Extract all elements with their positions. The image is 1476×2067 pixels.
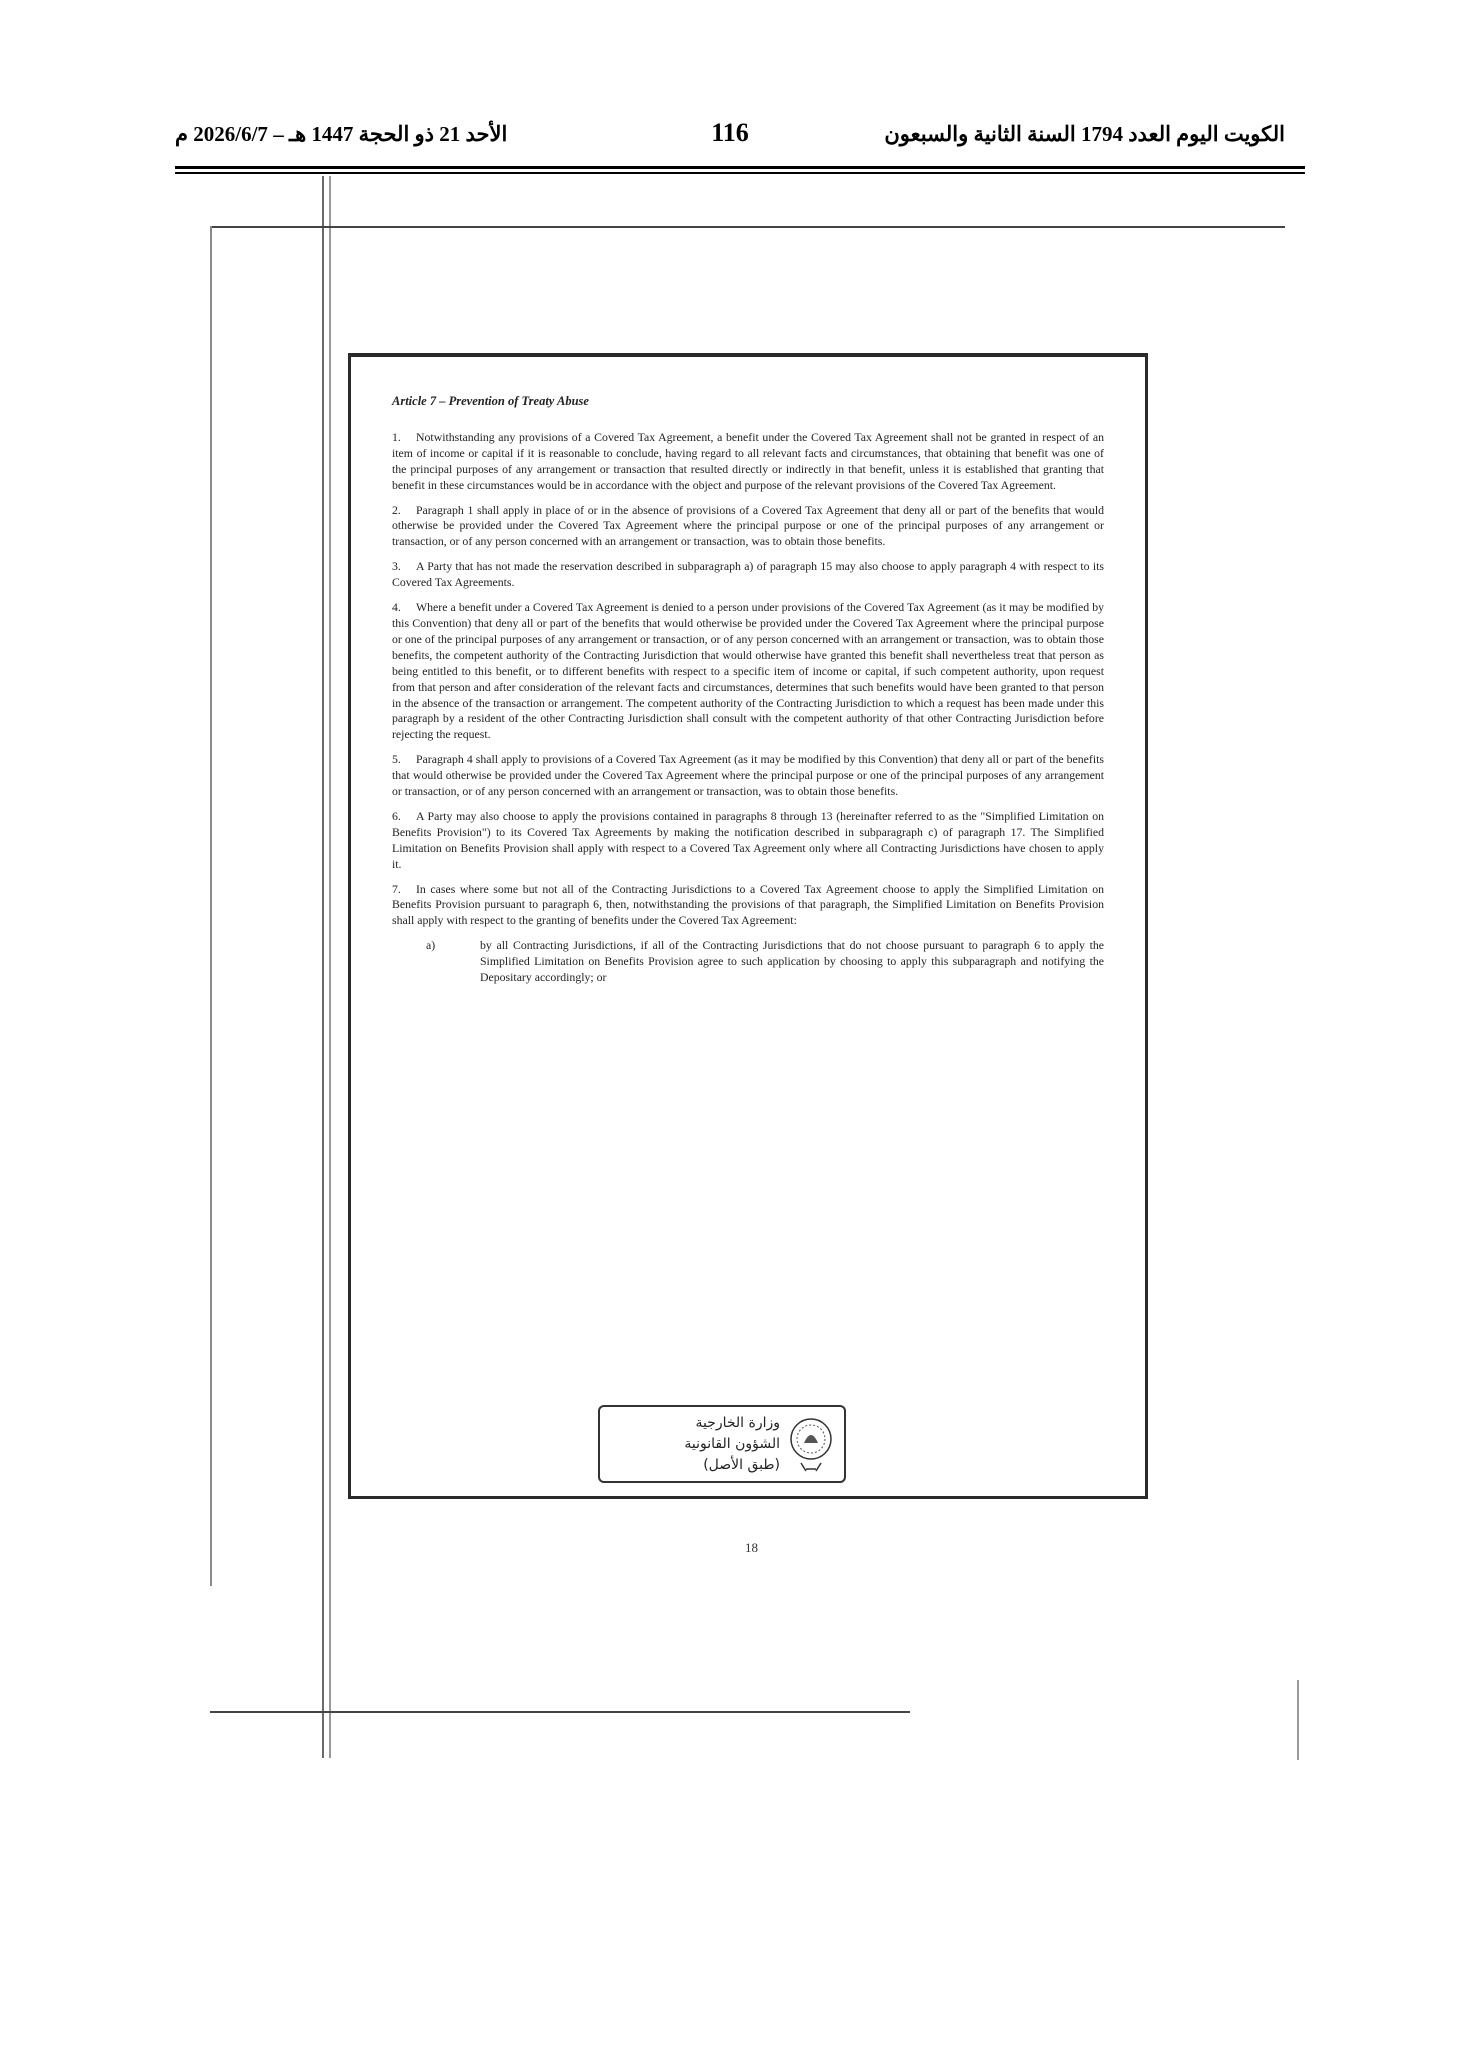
paragraph-number: 4.: [392, 600, 401, 615]
paragraph-number: 2.: [392, 502, 401, 517]
article-content: [392, 394, 1104, 986]
paragraph-3: [392, 559, 1104, 591]
scan-left-outer-line: [210, 226, 212, 1586]
header-rule-thin: [175, 172, 1305, 174]
subparagraph-a: [416, 938, 1104, 986]
paragraph-text: Notwithstanding any provisions of a Covered Tax Agreement, a benefit under the Covered Tax Agreement shall not be granted in respect of an item of income or capital if it is reasonable to conclude, having regard to all relevant facts and circumstances, that obtaining that benefit was one of the principal purposes of any arrangement or transaction that resulted directly or indirectly in that benefit, unless it is established that granting that benefit in these circumstances would be in accordance with the object and purpose of the relevant provisions of the Covered Tax Agreement.: [392, 429, 1104, 492]
subparagraph-label: a): [426, 938, 436, 953]
stamp-line-2: الشؤون القانونية: [684, 1436, 780, 1452]
paragraph-number: 1.: [392, 429, 401, 444]
subparagraph-text: by all Contracting Jurisdictions, if all of the Contracting Jurisdictions that do not choose pursuant to paragraph 6 to apply the Simplified Limitation on Benefits Provision agree to such application by choosing to apply this subparagraph and notifying the Depositary accordingly; or: [480, 938, 1104, 985]
paragraph-text: Paragraph 1 shall apply in place of or in the absence of provisions of a Covered Tax Agreement that deny all or part of the benefits that would otherwise be provided under the Covered Tax Agreement where the principal purpose or one of the principal purposes of any arrangement or transaction, or of any person concerned with an arrangement or transaction, was to obtain those benefits.: [392, 502, 1104, 549]
paragraph-number: 3.: [392, 559, 401, 574]
scan-top-edge-line: [210, 226, 1285, 228]
paragraph-5: [392, 752, 1104, 800]
paragraph-number: 5.: [392, 752, 401, 767]
scan-left-margin-line-2: [329, 176, 331, 1758]
paragraph-6: [392, 809, 1104, 873]
paragraph-1: [392, 430, 1104, 494]
paragraph-4: [392, 600, 1104, 743]
ministry-stamp: [598, 1405, 846, 1483]
paragraph-number: 6.: [392, 808, 401, 823]
gazette-page-number: 116: [711, 118, 749, 147]
scan-left-margin-line: [322, 176, 324, 1758]
article-title: Article 7 – Prevention of Treaty Abuse: [392, 394, 589, 408]
stamp-line-3: (طبق الأصل): [703, 1457, 780, 1473]
paragraph-text: Paragraph 4 shall apply to provisions of a Covered Tax Agreement (as it may be modified by this Convention) that deny all or part of the benefits that would otherwise be provided under the Covered Tax Agreement where the principal purpose or one of the principal purposes of any arrangement or transaction, or of any person concerned with an arrangement or transaction, was to obtain those benefits.: [392, 752, 1104, 799]
paragraph-text: A Party may also choose to apply the provisions contained in paragraphs 8 through 13 (hereinafter referred to as the "Simplified Limitation on Benefits Provision") to its Covered Tax Agreements by making the notification described in subparagraph c) of paragraph 17. The Simplified Limitation on Benefits Provision shall apply with respect to a Covered Tax Agreement only where all Contracting Jurisdictions have chosen to apply it.: [392, 808, 1104, 871]
paragraph-text: Where a benefit under a Covered Tax Agreement is denied to a person under provisions of the Covered Tax Agreement (as it may be modified by this Convention) that deny all or part of the benefits that would otherwise be provided under the Covered Tax Agreement where the principal purpose or one of the principal purposes of any arrangement or transaction, or of any person concerned with an arrangement or transaction, was to obtain those benefits, the competent authority of the Contracting Jurisdiction that would otherwise have granted this benefit shall nevertheless treat that person as being entitled to this benefit, or to different benefits with respect to a specific item of income or capital, if such competent authority, upon request from that person and after consideration of the relevant facts and circumstances, determines that such benefits would have been granted to that person in the absence of the transaction or arrangement. The competent authority of the Contracting Jurisdiction to which a request has been made under this paragraph by a resident of the other Contracting Jurisdiction shall consult with the competent authority of that other Contracting Jurisdiction before rejecting the request.: [392, 600, 1104, 742]
header-rule-thick: [175, 166, 1305, 169]
scan-right-edge-line: [1297, 1680, 1299, 1760]
stamp-line-1: وزارة الخارجية: [695, 1415, 780, 1431]
paragraph-text: A Party that has not made the reservation described in subparagraph a) of paragraph 15 may also choose to apply paragraph 4 with respect to its Covered Tax Agreements.: [392, 559, 1104, 590]
stamp-text: [684, 1413, 780, 1476]
gazette-issue-info: الكويت اليوم العدد 1794 السنة الثانية والسبعون: [884, 122, 1285, 146]
paragraph-7: [392, 882, 1104, 930]
paragraph-text: In cases where some but not all of the Contracting Jurisdictions to a Covered Tax Agreement choose to apply the Simplified Limitation on Benefits Provision pursuant to paragraph 6, then, notwithstanding the provisions of that paragraph, the Simplified Limitation on Benefits Provision shall apply with respect to the granting of benefits under the Covered Tax Agreement:: [392, 881, 1104, 928]
seal-emblem-icon: [786, 1413, 836, 1475]
gazette-header: [175, 118, 1285, 162]
document-page-number: 18: [745, 1540, 758, 1555]
paragraph-number: 7.: [392, 881, 401, 896]
gazette-date: الأحد 21 ذو الحجة 1447 هـ – 2026/6/7 م: [175, 122, 508, 146]
paragraph-2: [392, 503, 1104, 551]
scan-bottom-edge-line: [210, 1711, 910, 1713]
